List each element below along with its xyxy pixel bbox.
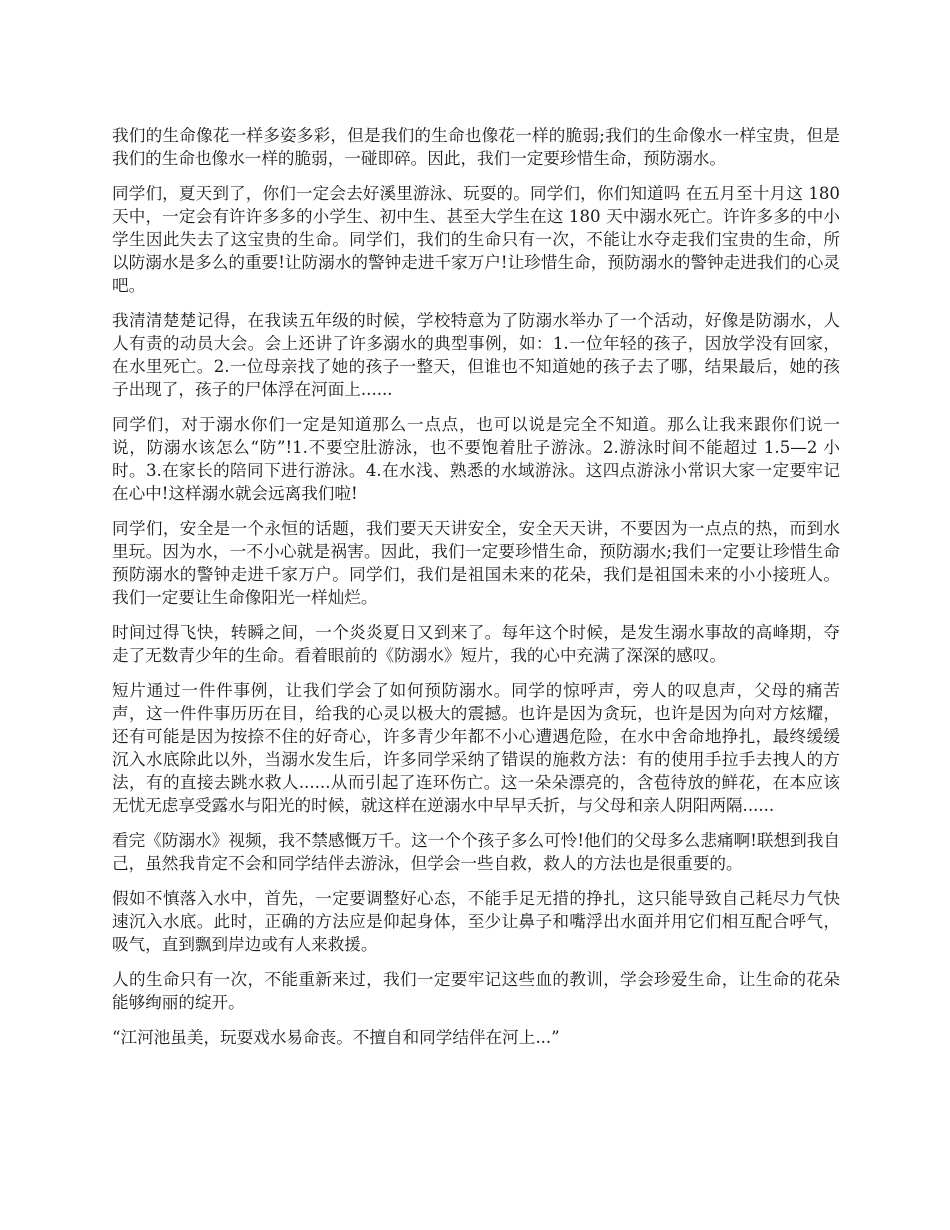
paragraph-10: 人的生命只有一次，不能重新来过，我们一定要牢记这些血的教训，学会珍爱生命，让生命的花朵能够绚丽的绽开。 bbox=[112, 970, 840, 1012]
paragraph-8: 看完《防溺水》视频，我不禁感慨万千。这一个个孩子多么可怜!他们的父母多么悲痛啊!联想到我自己，虽然我肯定不会和同学结伴去游泳，但学会一些自救，救人的方法也是很重要的。 bbox=[112, 831, 840, 873]
paragraph-6: 时间过得飞快，转瞬之间，一个炎炎夏日又到来了。每年这个时候，是发生溺水事故的高峰期，夺走了无数青少年的生命。看着眼前的《防溺水》短片，我的心中充满了深深的感叹。 bbox=[112, 623, 840, 665]
paragraph-11: “江河池虽美，玩耍戏水易命丧。不擅自和同学结伴在河上...” bbox=[112, 1028, 560, 1047]
paragraph-9: 假如不慎落入水中，首先，一定要调整好心态，不能手足无措的挣扎，这只能导致自己耗尽力气快速沉入水底。此时，正确的方法应是仰起身体，至少让鼻子和嘴浮出水面并用它们相互配合呼气，吸气，直到飘到岸边或有人来救援。 bbox=[112, 889, 840, 954]
paragraph-5: 同学们，安全是一个永恒的话题，我们要天天讲安全，安全天天讲，不要因为一点点的热，而到水里玩。因为水，一不小心就是祸害。因此，我们一定要珍惜生命，预防溺水;我们一定要让珍惜生命预防溺水的警钟走进千家万户。同学们，我们是祖国未来的花朵，我们是祖国未来的小小接班人。我们一定要让生命像阳光一样灿烂。 bbox=[112, 519, 840, 607]
document-body bbox=[112, 124, 840, 1061]
paragraph-7: 短片通过一件件事例，让我们学会了如何预防溺水。同学的惊呼声，旁人的叹息声，父母的痛苦声，这一件件事历历在目，给我的心灵以极大的震撼。也许是因为贪玩，也许是因为向对方炫耀，还有可能是因为按捺不住的好奇心，许多青少年都不小心遭遇危险，在水中舍命地挣扎，最终缓缓沉入水底除此以外，当溺水发生后，许多同学采纳了错误的施救方法：有的使用手拉手去拽人的方法，有的直接去跳水救人......从而引起了连环伤亡。这一朵朵漂亮的，含苞待放的鲜花，在本应该无忧无虑享受露水与阳光的时候，就这样在逆溺水中早早夭折，与父母和亲人阴阳两隔...... bbox=[112, 681, 840, 815]
paragraph-4: 同学们，对于溺水你们一定是知道那么一点点，也可以说是完全不知道。那么让我来跟你们说一说，防溺水该怎么“防”!1.不要空肚游泳，也不要饱着肚子游泳。2.游泳时间不能超过 1.5—2 小时。3.在家长的陪同下进行游泳。4.在水浅、熟悉的水域游泳。这四点游泳小常识大家一定要牢记在心中!这样溺水就会远离我们啦! bbox=[112, 415, 840, 503]
paragraph-1: 我们的生命像花一样多姿多彩，但是我们的生命也像花一样的脆弱;我们的生命像水一样宝贵，但是我们的生命也像水一样的脆弱，一碰即碎。因此，我们一定要珍惜生命，预防溺水。 bbox=[112, 126, 840, 168]
paragraph-2: 同学们，夏天到了，你们一定会去好溪里游泳、玩耍的。同学们，你们知道吗 在五月至十月这 180 天中，一定会有许许多多的小学生、初中生、甚至大学生在这 180 天中溺水死亡。许许多多的中小学生因此失去了这宝贵的生命。同学们，我们的生命只有一次，不能让水夺走我们宝贵的生命，所以防溺水是多么的重要!让防溺水的警钟走进千家万户!让珍惜生命，预防溺水的警钟走进我们的心灵吧。 bbox=[112, 184, 840, 295]
paragraph-3: 我清清楚楚记得，在我读五年级的时候，学校特意为了防溺水举办了一个活动，好像是防溺水，人人有责的动员大会。会上还讲了许多溺水的典型事例，如：1.一位年轻的孩子，因放学没有回家，在水里死亡。2.一位母亲找了她的孩子一整天，但谁也不知道她的孩子去了哪，结果最后，她的孩子出现了，孩子的尸体浮在河面上...... bbox=[112, 311, 840, 399]
